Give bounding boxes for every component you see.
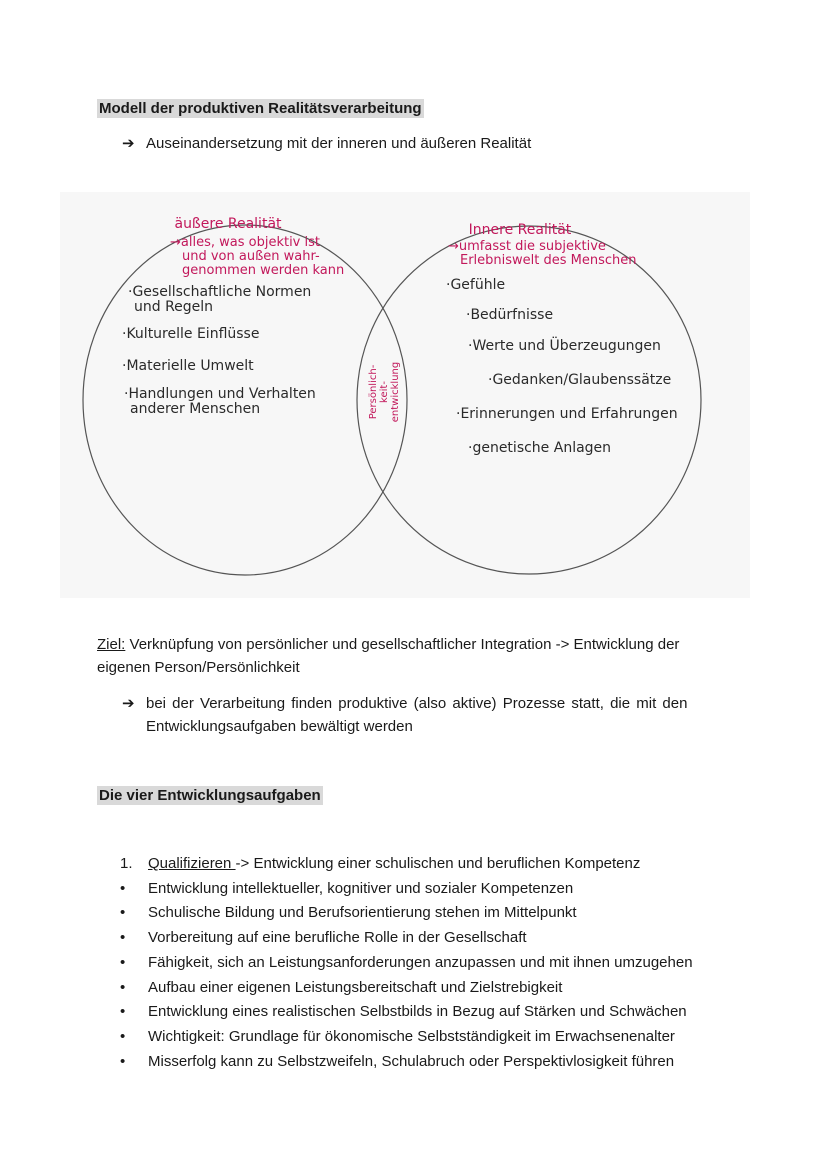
list-item: [120, 926, 760, 951]
outer-item-actions-cont: anderer Menschen: [130, 401, 261, 417]
section-heading-model: Modell der produktiven Realitätsverarbeitung: [99, 100, 422, 117]
goal-text-line-1: Verknüpfung von persönlicher und gesellschaftlicher Integration -> Entwicklung der: [125, 636, 680, 653]
task-list: [120, 852, 760, 1074]
outer-reality-desc-3: genommen werden kann: [182, 263, 345, 278]
list-item-text: Entwicklung eines realistischen Selbstbilds in Bezug auf Stärken und Schwächen: [148, 1003, 687, 1021]
arrow-right-icon: ➔: [122, 695, 135, 712]
bullet-icon: •: [120, 1003, 126, 1021]
task-item-qualify: [120, 852, 760, 877]
list-item-text: Vorbereitung auf eine berufliche Rolle in der Gesellschaft: [148, 929, 527, 947]
center-label-line-1: Persönlich-: [368, 364, 379, 420]
process-arrow-item: [122, 692, 732, 738]
bullet-icon: •: [120, 904, 126, 922]
inner-item-needs: ·Bedürfnisse: [466, 307, 554, 323]
section-heading-tasks: Die vier Entwicklungsaufgaben: [99, 787, 321, 804]
inner-item-thoughts: ·Gedanken/Glaubenssätze: [488, 372, 672, 388]
center-label-line-2: keit-: [379, 381, 390, 403]
bullet-icon: •: [120, 879, 126, 897]
outer-reality-title: äußere Realität: [174, 216, 282, 232]
list-number: 1.: [120, 855, 133, 872]
process-text-line-1: bei der Verarbeitung finden produktive (also aktive) Prozesse statt, die mit den: [146, 695, 688, 712]
list-item-text: Aufbau einer eigenen Leistungsbereitschaft und Zielstrebigkeit: [148, 978, 563, 996]
outer-item-culture: ·Kulturelle Einflüsse: [122, 326, 260, 342]
list-item: [120, 901, 760, 926]
list-item-text: Wichtigkeit: Grundlage für ökonomische Selbstständigkeit im Erwachsenenalter: [148, 1027, 675, 1045]
bullet-icon: •: [120, 978, 126, 996]
goal-text-line-2: eigenen Person/Persönlichkeit: [97, 659, 300, 676]
list-item: [120, 1050, 760, 1075]
bullet-icon: •: [120, 953, 126, 971]
list-item-text: Misserfolg kann zu Selbstzweifeln, Schulabruch oder Perspektivlosigkeit führen: [148, 1052, 675, 1070]
intro-arrow-text: Auseinandersetzung mit der inneren und äußeren Realität: [146, 135, 532, 152]
intro-arrow-item: [122, 133, 531, 155]
list-item: [120, 976, 760, 1001]
list-item-text: Fähigkeit, sich an Leistungsanforderungen anzupassen und mit ihnen umzugehen: [148, 953, 693, 971]
outer-item-actions: ·Handlungen und Verhalten: [124, 386, 316, 402]
inner-item-memories: ·Erinnerungen und Erfahrungen: [456, 406, 678, 422]
bullet-icon: •: [120, 1027, 126, 1045]
list-item-text: Schulische Bildung und Berufsorientierung stehen im Mittelpunkt: [148, 904, 577, 922]
inner-item-genetics: ·genetische Anlagen: [468, 440, 612, 456]
list-item: [120, 877, 760, 902]
outer-item-environment: ·Materielle Umwelt: [122, 358, 254, 374]
center-label-line-3: entwicklung: [390, 361, 401, 423]
list-item-text: Entwicklung intellektueller, kognitiver und sozialer Kompetenzen: [148, 879, 574, 897]
inner-reality-desc-1: →umfasst die subjektive: [448, 239, 606, 254]
task-term: Qualifizieren: [148, 855, 236, 872]
inner-reality-desc-2: Erlebniswelt des Menschen: [460, 253, 637, 268]
bullet-icon: •: [120, 1052, 126, 1070]
outer-reality-desc-2: und von außen wahr-: [182, 249, 320, 264]
process-text-line-2: Entwicklungsaufgaben bewältigt werden: [146, 718, 413, 735]
outer-reality-desc-1: →alles, was objektiv ist: [170, 235, 320, 250]
list-item: [120, 1000, 760, 1025]
outer-item-norms-cont: und Regeln: [134, 299, 214, 315]
inner-reality-title: Innere Realität: [468, 222, 572, 238]
list-item: [120, 951, 760, 976]
goal-label: Ziel:: [97, 636, 126, 653]
bullet-icon: •: [120, 929, 126, 947]
inner-item-values: ·Werte und Überzeugungen: [468, 338, 661, 354]
outer-item-norms: ·Gesellschaftliche Normen: [128, 284, 312, 300]
goal-paragraph: [97, 633, 737, 679]
arrow-right-icon: ➔: [122, 135, 135, 152]
inner-item-feelings: ·Gefühle: [446, 277, 506, 293]
venn-diagram: [60, 192, 750, 598]
task-description: -> Entwicklung einer schulischen und beruflichen Kompetenz: [235, 855, 641, 872]
list-item: [120, 1025, 760, 1050]
